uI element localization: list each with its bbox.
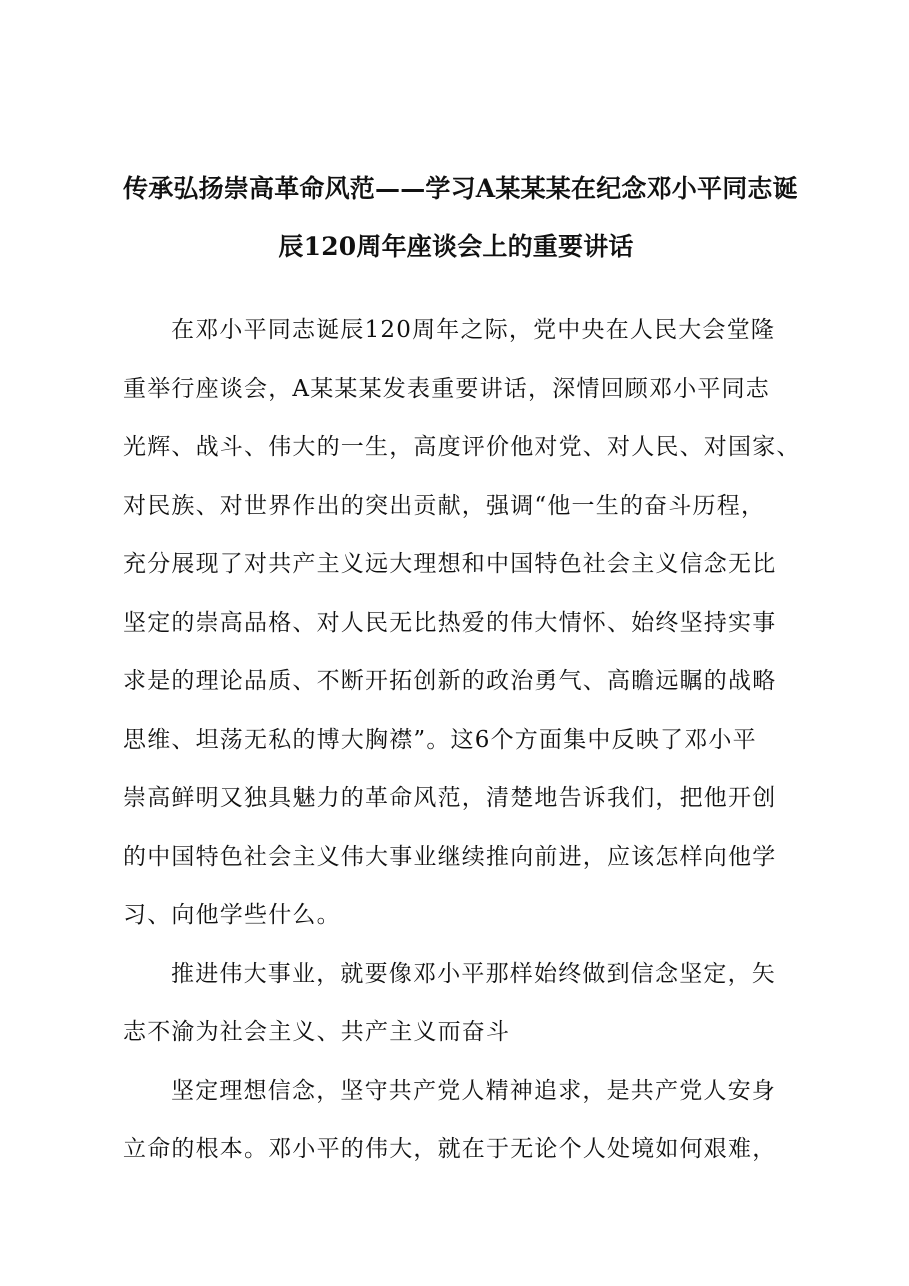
paragraph-line: 崇高鲜明又独具魅力的革命风范，清楚地告诉我们，把他开创 (123, 785, 777, 811)
paragraph-line: 立命的根本。邓小平的伟大，就在于无论个人处境如何艰难， (123, 1136, 777, 1162)
document-title (123, 160, 798, 276)
paragraph-body (123, 1062, 789, 1179)
paragraph-line: 坚定理想信念，坚守共产党人精神追求，是共产党人安身 (171, 1077, 776, 1104)
paragraph-line: 光辉、战斗、伟大的一生，高度评价他对党、对人民、对国家、 (123, 434, 801, 460)
paragraph-line: 志不渝为社会主义、共产主义而奋斗 (123, 1019, 511, 1045)
title-line-1: 传承弘扬崇高革命风范——学习A某某某在纪念邓小平同志诞 (123, 174, 798, 203)
paragraph-line: 重举行座谈会，A某某某发表重要讲话，深情回顾邓小平同志 (123, 375, 771, 402)
document-page (123, 160, 801, 1179)
paragraph-intro (123, 301, 801, 945)
paragraph-line: 的中国特色社会主义伟大事业继续推向前进，应该怎样向他学 (123, 843, 777, 870)
paragraph-line: 坚定的崇高品格、对人民无比热爱的伟大情怀、始终坚持实事 (123, 609, 777, 636)
paragraph-line: 习、向他学些什么。 (123, 902, 341, 928)
paragraph-line: 推进伟大事业，就要像邓小平那样始终做到信念坚定，矢 (171, 960, 776, 987)
paragraph-line: 充分展现了对共产主义远大理想和中国特色社会主义信念无比 (123, 551, 777, 577)
paragraph-line: 思维、坦荡无私的博大胸襟”。这6个方面集中反映了邓小平 (123, 726, 757, 753)
paragraph-line: 求是的理论品质、不断开拓创新的政治勇气、高瞻远瞩的战略 (123, 668, 777, 694)
section-heading-paragraph (123, 945, 789, 1062)
title-line-2: 辰120周年座谈会上的重要讲话 (278, 232, 634, 261)
paragraph-line: 对民族、对世界作出的突出贡献，强调“他一生的奋斗历程， (123, 492, 766, 519)
paragraph-line: 在邓小平同志诞辰120周年之际，党中央在人民大会堂隆 (171, 317, 776, 343)
